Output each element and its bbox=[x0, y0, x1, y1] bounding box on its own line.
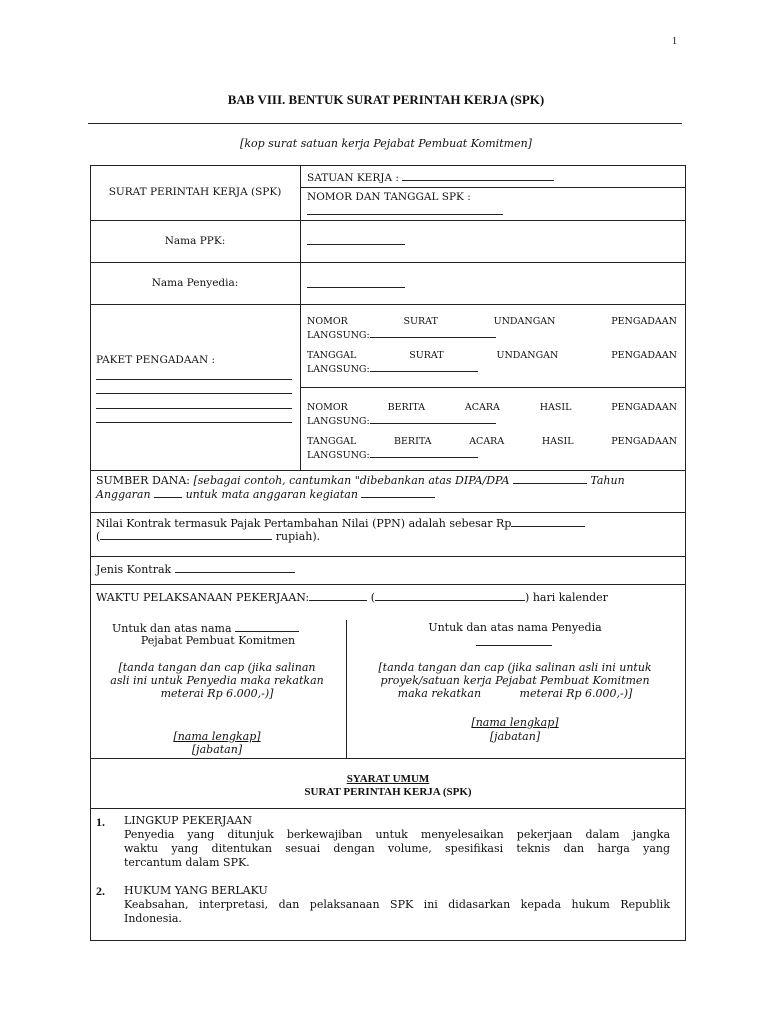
row-divider bbox=[90, 262, 686, 263]
row-divider bbox=[90, 758, 686, 759]
left-ttd3: meterai Rp 6.000,-)] bbox=[160, 687, 274, 700]
nama-penyedia-field[interactable] bbox=[307, 287, 405, 288]
section-heading: HUKUM YANG BERLAKU bbox=[124, 884, 268, 897]
row-divider bbox=[90, 556, 686, 557]
nomor-surat-undangan-field[interactable] bbox=[370, 327, 496, 338]
left-nama: [nama lengkap] bbox=[173, 730, 261, 743]
section-line: Keabsahan, interpretasi, dan pelaksanaan SPK ini didasarkan kepada hukum Republik bbox=[124, 898, 670, 911]
paket-line[interactable] bbox=[96, 408, 292, 409]
row-divider bbox=[90, 808, 686, 809]
right-nama: [nama lengkap] bbox=[471, 716, 559, 729]
page-number: 1 bbox=[672, 36, 677, 47]
paket-line[interactable] bbox=[96, 393, 292, 394]
paket-line[interactable] bbox=[96, 422, 292, 423]
tanggal-surat-undangan-label: TANGGAL SURAT UNDANGAN PENGADAAN bbox=[307, 350, 677, 361]
nomor-tanggal-label: NOMOR DAN TANGGAL SPK : bbox=[307, 191, 471, 203]
right-ttd1: [tanda tangan dan cap (jika salinan asli ini untuk bbox=[378, 661, 652, 674]
nilai-rp-field[interactable] bbox=[511, 516, 585, 527]
sumber-dana-line2: Anggaran untuk mata anggaran kegiatan bbox=[96, 487, 435, 501]
tanggal-berita-acara-langsung: LANGSUNG: bbox=[307, 447, 478, 462]
right-sign-field[interactable] bbox=[476, 645, 552, 646]
right-ttd3: maka rekatkan meterai Rp 6.000,-)] bbox=[397, 687, 633, 700]
tanggal-berita-acara-label: TANGGAL BERITA ACARA HASIL PENGADAAN bbox=[307, 436, 678, 447]
tanggal-surat-undangan-langsung: LANGSUNG: bbox=[307, 361, 478, 376]
waktu-terbilang-field[interactable] bbox=[375, 590, 525, 601]
section-line: waktu yang ditentukan sesuai dengan volume, spesifikasi teknis dan harga yang bbox=[124, 842, 670, 855]
waktu-angka-field[interactable] bbox=[309, 590, 367, 601]
column-divider bbox=[346, 620, 347, 758]
section-heading: LINGKUP PEKERJAAN bbox=[124, 814, 252, 827]
page-title: BAB VIII. BENTUK SURAT PERINTAH KERJA (SPK) bbox=[227, 92, 545, 107]
right-ttd2: proyek/satuan kerja Pejabat Pembuat Komitmen bbox=[380, 674, 650, 687]
waktu-pelaksanaan: WAKTU PELAKSANAAN PEKERJAAN: ( ) hari kalender bbox=[96, 591, 608, 604]
terbilang-field[interactable] bbox=[100, 529, 272, 540]
tanggal-surat-undangan-field[interactable] bbox=[370, 361, 478, 372]
spk-label: SURAT PERINTAH KERJA (SPK) bbox=[108, 186, 282, 198]
nilai-kontrak-line1: Nilai Kontrak termasuk Pajak Pertambahan Nilai (PPN) adalah sebesar Rp bbox=[96, 516, 680, 530]
mata-anggaran-field[interactable] bbox=[361, 487, 435, 498]
right-jabatan: [jabatan] bbox=[489, 730, 541, 743]
satuan-kerja-field[interactable] bbox=[402, 170, 554, 181]
nomor-berita-acara-label: NOMOR BERITA ACARA HASIL PENGADAAN bbox=[307, 402, 678, 413]
title-divider bbox=[88, 123, 682, 124]
jenis-kontrak-field[interactable] bbox=[175, 562, 295, 573]
row-divider bbox=[90, 470, 686, 471]
kop-surat: [kop surat satuan kerja Pejabat Pembuat Komitmen] bbox=[240, 137, 532, 150]
left-sign-field[interactable] bbox=[235, 621, 299, 632]
row-divider bbox=[300, 187, 686, 188]
jenis-kontrak-label: Jenis Kontrak bbox=[96, 562, 295, 576]
section-line: Penyedia yang ditunjuk berkewajiban untuk menyelesaikan pekerjaan dalam jangka bbox=[124, 828, 670, 841]
left-sign-line1: Untuk dan atas nama bbox=[112, 621, 299, 635]
row-divider bbox=[90, 584, 686, 585]
column-divider bbox=[300, 165, 301, 470]
paket-line[interactable] bbox=[96, 379, 292, 380]
paket-pengadaan-label: PAKET PENGADAAN : bbox=[96, 354, 216, 366]
section-line: Indonesia. bbox=[124, 912, 182, 925]
row-divider bbox=[90, 512, 686, 513]
section-number: 2. bbox=[96, 884, 105, 898]
nilai-kontrak-line2: ( rupiah). bbox=[96, 530, 321, 543]
left-ttd2: asli ini untuk Penyedia maka rekatkan bbox=[110, 674, 324, 687]
syarat-umum-subtitle: SURAT PERINTAH KERJA (SPK) bbox=[304, 786, 472, 798]
dipa-field[interactable] bbox=[513, 473, 587, 484]
tanggal-berita-acara-field[interactable] bbox=[370, 447, 478, 458]
left-ttd1: [tanda tangan dan cap (jika salinan bbox=[118, 661, 316, 674]
nomor-berita-acara-langsung: LANGSUNG: bbox=[307, 413, 496, 428]
nomor-tanggal-field[interactable] bbox=[307, 214, 503, 215]
nama-ppk-field[interactable] bbox=[307, 244, 405, 245]
section-line: tercantum dalam SPK. bbox=[124, 856, 250, 869]
nomor-surat-undangan-langsung: LANGSUNG: bbox=[307, 327, 496, 342]
section-number: 1. bbox=[96, 815, 105, 829]
satuan-kerja-label: SATUAN KERJA : bbox=[307, 170, 554, 185]
row-divider bbox=[300, 387, 686, 388]
syarat-umum-title: SYARAT UMUM bbox=[346, 773, 430, 785]
nama-ppk-label: Nama PPK: bbox=[164, 235, 226, 247]
left-sign-line2: Pejabat Pembuat Komitmen bbox=[140, 634, 296, 647]
row-divider bbox=[90, 304, 686, 305]
tahun-anggaran-field[interactable] bbox=[154, 487, 182, 498]
row-divider bbox=[90, 220, 686, 221]
right-sign-line1: Untuk dan atas nama Penyedia bbox=[428, 621, 602, 634]
nama-penyedia-label: Nama Penyedia: bbox=[151, 277, 239, 289]
left-jabatan: [jabatan] bbox=[191, 743, 243, 756]
sumber-dana-line1: SUMBER DANA: [sebagai contoh, cantumkan "dibebankan atas DIPA/DPA Tahun bbox=[96, 474, 625, 487]
nomor-surat-undangan-label: NOMOR SURAT UNDANGAN PENGADAAN bbox=[307, 316, 677, 327]
nomor-berita-acara-field[interactable] bbox=[370, 413, 496, 424]
